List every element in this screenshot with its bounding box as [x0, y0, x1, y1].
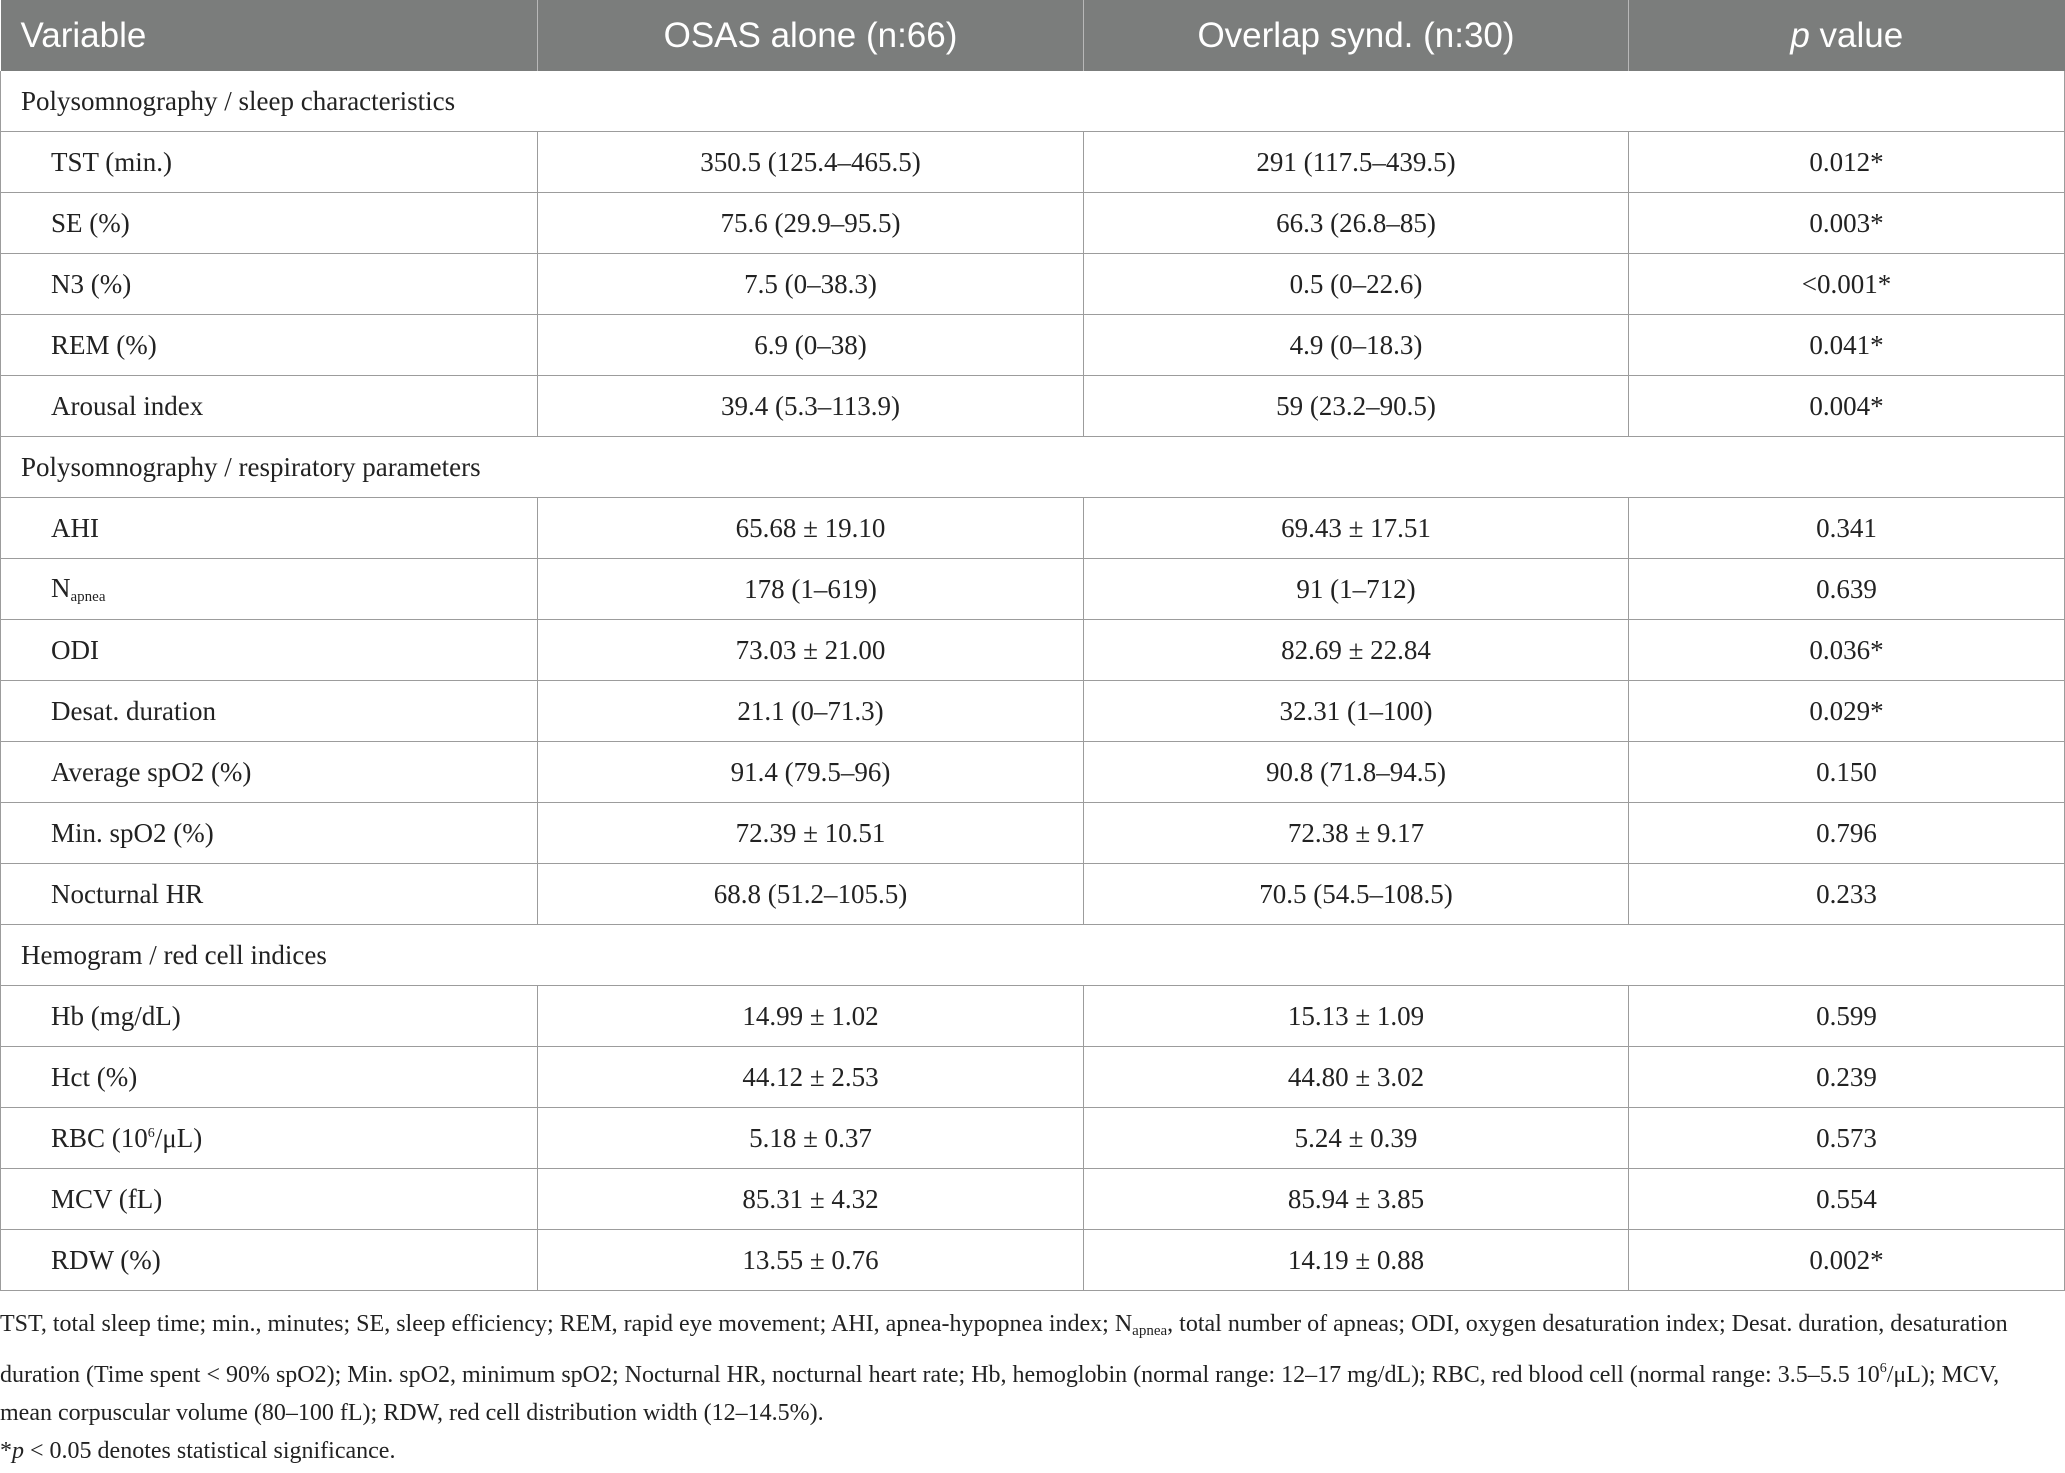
cell-osas-alone: 85.31 ± 4.32 — [538, 1169, 1084, 1230]
cell-osas-alone: 21.1 (0–71.3) — [538, 681, 1084, 742]
significance-note — [0, 1432, 2040, 1470]
cell-overlap-syndrome: 82.69 ± 22.84 — [1084, 620, 1629, 681]
cell-osas-alone: 5.18 ± 0.37 — [538, 1108, 1084, 1169]
cell-variable — [1, 1169, 538, 1230]
cell-variable — [1, 132, 538, 193]
cell-overlap-syndrome: 91 (1–712) — [1084, 559, 1629, 620]
table-row — [1, 1230, 2065, 1291]
table-row — [1, 498, 2065, 559]
cell-overlap-syndrome: 90.8 (71.8–94.5) — [1084, 742, 1629, 803]
variable-label: N3 (%) — [51, 268, 132, 299]
cell-p-value: <0.001* — [1629, 254, 2065, 315]
section-title: Polysomnography / respiratory parameters — [1, 437, 2065, 498]
header-p-italic: p — [1790, 15, 1810, 55]
section-title: Polysomnography / sleep characteristics — [1, 71, 2065, 132]
cell-variable — [1, 620, 538, 681]
cell-variable — [1, 1047, 538, 1108]
cell-osas-alone: 13.55 ± 0.76 — [538, 1230, 1084, 1291]
variable-label: MCV (fL) — [51, 1183, 163, 1214]
cell-p-value: 0.233 — [1629, 864, 2065, 925]
header-row — [1, 0, 2065, 71]
variable-label: Hct (%) — [51, 1061, 138, 1092]
cell-overlap-syndrome: 72.38 ± 9.17 — [1084, 803, 1629, 864]
cell-p-value: 0.554 — [1629, 1169, 2065, 1230]
header-p-rest: value — [1809, 15, 1904, 55]
table-row — [1, 132, 2065, 193]
cell-osas-alone: 39.4 (5.3–113.9) — [538, 376, 1084, 437]
cell-overlap-syndrome: 44.80 ± 3.02 — [1084, 1047, 1629, 1108]
cell-variable — [1, 742, 538, 803]
cell-variable — [1, 1230, 538, 1291]
cell-p-value: 0.004* — [1629, 376, 2065, 437]
cell-p-value: 0.639 — [1629, 559, 2065, 620]
variable-label: Hb (mg/dL) — [51, 1000, 181, 1031]
cell-overlap-syndrome: 32.31 (1–100) — [1084, 681, 1629, 742]
variable-label: RDW (%) — [51, 1244, 161, 1275]
sig-p-italic: p — [12, 1438, 24, 1464]
cell-p-value: 0.150 — [1629, 742, 2065, 803]
cell-overlap-syndrome: 85.94 ± 3.85 — [1084, 1169, 1629, 1230]
variable-label: Arousal index — [51, 390, 204, 421]
cell-osas-alone: 91.4 (79.5–96) — [538, 742, 1084, 803]
cell-overlap-syndrome: 291 (117.5–439.5) — [1084, 132, 1629, 193]
cell-p-value: 0.239 — [1629, 1047, 2065, 1108]
cell-overlap-syndrome: 66.3 (26.8–85) — [1084, 193, 1629, 254]
variable-label-suffix: /μL) — [154, 1122, 203, 1153]
table-header — [1, 0, 2065, 71]
cell-osas-alone: 14.99 ± 1.02 — [538, 986, 1084, 1047]
cell-osas-alone: 6.9 (0–38) — [538, 315, 1084, 376]
cell-variable — [1, 1108, 538, 1169]
cell-variable — [1, 254, 538, 315]
cell-osas-alone: 75.6 (29.9–95.5) — [538, 193, 1084, 254]
cell-osas-alone: 350.5 (125.4–465.5) — [538, 132, 1084, 193]
cell-p-value: 0.036* — [1629, 620, 2065, 681]
header-p-value — [1629, 0, 2065, 71]
table-row — [1, 254, 2065, 315]
header-osas-alone: OSAS alone (n:66) — [538, 0, 1084, 71]
cell-variable — [1, 559, 538, 620]
variable-label: RBC (10 — [51, 1122, 148, 1153]
variable-label: Desat. duration — [51, 695, 216, 726]
cell-overlap-syndrome: 70.5 (54.5–108.5) — [1084, 864, 1629, 925]
header-overlap-syndrome: Overlap synd. (n:30) — [1084, 0, 1629, 71]
table-row — [1, 803, 2065, 864]
table-row — [1, 864, 2065, 925]
section-row — [1, 925, 2065, 986]
cell-p-value: 0.599 — [1629, 986, 2065, 1047]
cell-variable — [1, 986, 538, 1047]
sig-star: * — [0, 1438, 12, 1464]
cell-overlap-syndrome: 69.43 ± 17.51 — [1084, 498, 1629, 559]
variable-label: REM (%) — [51, 329, 157, 360]
variable-label: Nocturnal HR — [51, 878, 204, 909]
cell-osas-alone: 178 (1–619) — [538, 559, 1084, 620]
variable-label: ODI — [51, 634, 99, 665]
cell-variable — [1, 803, 538, 864]
cell-osas-alone: 73.03 ± 21.00 — [538, 620, 1084, 681]
cell-p-value: 0.041* — [1629, 315, 2065, 376]
variable-superscript: 6 — [147, 1125, 155, 1141]
variable-label: AHI — [51, 512, 99, 543]
section-title: Hemogram / red cell indices — [1, 925, 2065, 986]
table-row — [1, 986, 2065, 1047]
variable-label: TST (min.) — [51, 146, 172, 177]
variable-subscript: apnea — [70, 588, 106, 605]
cell-osas-alone: 44.12 ± 2.53 — [538, 1047, 1084, 1108]
table-row — [1, 1047, 2065, 1108]
cell-p-value: 0.003* — [1629, 193, 2065, 254]
abbrev-text-2: , total number of apneas; ODI, oxygen desaturation index; Desat. duration, desaturation duration (Time spent < 90% spO2); Min. spO2, minimum spO2; Nocturnal HR, nocturnal heart rate; Hb, hemoglobin (normal range: 12–17 mg/dL); RBC, red blood cell (normal range: 3.5–5.5 10 — [0, 1311, 2008, 1388]
variable-label: N — [51, 572, 71, 603]
header-variable: Variable — [1, 0, 538, 71]
table-row — [1, 742, 2065, 803]
cell-variable — [1, 498, 538, 559]
cell-osas-alone: 72.39 ± 10.51 — [538, 803, 1084, 864]
table-row — [1, 1108, 2065, 1169]
abbrev-text-1: TST, total sleep time; min., minutes; SE, sleep efficiency; REM, rapid eye movement; AHI, apnea-hypopnea index; N — [0, 1311, 1133, 1337]
table-row — [1, 193, 2065, 254]
cell-p-value: 0.002* — [1629, 1230, 2065, 1291]
cell-variable — [1, 681, 538, 742]
cell-overlap-syndrome: 59 (23.2–90.5) — [1084, 376, 1629, 437]
abbrev-superscript: 6 — [1879, 1361, 1887, 1376]
abbrev-text-3: /μL); MCV, mean corpuscular volume (80–100 fL); RDW, red cell distribution width (12–14.5%). — [0, 1362, 2000, 1426]
cell-variable — [1, 315, 538, 376]
abbreviations-note — [0, 1305, 2040, 1432]
section-row — [1, 437, 2065, 498]
cell-variable — [1, 376, 538, 437]
table-row — [1, 376, 2065, 437]
cell-overlap-syndrome: 15.13 ± 1.09 — [1084, 986, 1629, 1047]
table-footnotes — [0, 1291, 2040, 1470]
cell-osas-alone: 68.8 (51.2–105.5) — [538, 864, 1084, 925]
table-body — [1, 71, 2065, 1291]
cell-osas-alone: 7.5 (0–38.3) — [538, 254, 1084, 315]
cell-p-value: 0.796 — [1629, 803, 2065, 864]
cell-overlap-syndrome: 4.9 (0–18.3) — [1084, 315, 1629, 376]
sig-text: < 0.05 denotes statistical significance. — [24, 1438, 396, 1464]
variable-label: Average spO2 (%) — [51, 756, 252, 787]
table-row — [1, 1169, 2065, 1230]
cell-osas-alone: 65.68 ± 19.10 — [538, 498, 1084, 559]
cell-overlap-syndrome: 5.24 ± 0.39 — [1084, 1108, 1629, 1169]
table-row — [1, 620, 2065, 681]
cell-variable — [1, 193, 538, 254]
cell-p-value: 0.012* — [1629, 132, 2065, 193]
cell-overlap-syndrome: 0.5 (0–22.6) — [1084, 254, 1629, 315]
cell-p-value: 0.341 — [1629, 498, 2065, 559]
variable-label: Min. spO2 (%) — [51, 817, 214, 848]
table-row — [1, 315, 2065, 376]
abbrev-subscript: apnea — [1132, 1323, 1168, 1339]
cell-overlap-syndrome: 14.19 ± 0.88 — [1084, 1230, 1629, 1291]
section-row — [1, 71, 2065, 132]
table-row — [1, 681, 2065, 742]
cell-variable — [1, 864, 538, 925]
table-row — [1, 559, 2065, 620]
cell-p-value: 0.029* — [1629, 681, 2065, 742]
variable-label: SE (%) — [51, 207, 130, 238]
cell-p-value: 0.573 — [1629, 1108, 2065, 1169]
